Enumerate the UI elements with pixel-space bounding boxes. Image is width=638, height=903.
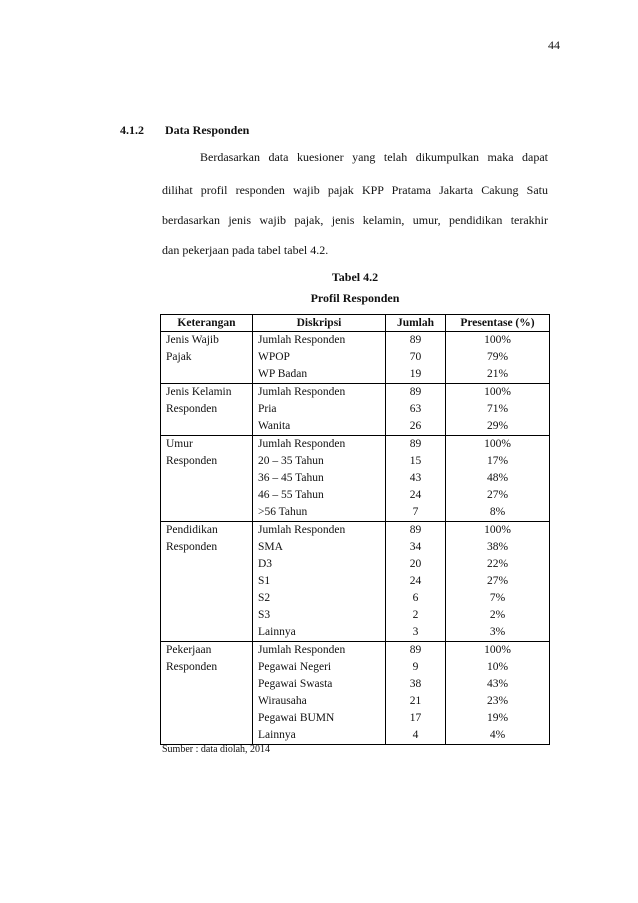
percentage-value: 19% [486, 712, 509, 724]
count-value: 24 [409, 489, 422, 501]
percentage-value: 100% [484, 438, 511, 450]
count-value: 6 [412, 592, 419, 604]
count-cell [386, 384, 446, 436]
table-row [161, 436, 550, 522]
header-jumlah: Jumlah [386, 315, 446, 332]
count-value: 70 [409, 351, 422, 363]
table-row [161, 642, 550, 745]
count-value: 9 [412, 661, 419, 673]
percentage-value: 22% [486, 558, 509, 570]
table-body [161, 332, 550, 745]
description-value: S3 [258, 609, 271, 621]
count-cell [386, 522, 446, 642]
count-cell [386, 642, 446, 745]
percentage-value: 17% [486, 455, 509, 467]
percentage-cell [446, 642, 550, 745]
table-source-note: Sumber : data diolah, 2014 [162, 744, 271, 755]
percentage-value: 4% [489, 729, 506, 741]
count-value: 34 [409, 541, 422, 553]
group-label-line: Responden [166, 541, 218, 553]
description-value: Wirausaha [258, 695, 307, 707]
description-value: >56 Tahun [258, 506, 308, 518]
count-value: 89 [409, 386, 422, 398]
count-value: 3 [412, 626, 419, 638]
profile-table [160, 314, 550, 745]
paragraph-line-4: dan pekerjaan pada tabel tabel 4.2. [162, 243, 329, 257]
description-value: Jumlah Responden [258, 438, 346, 450]
table-row [161, 384, 550, 436]
percentage-value: 100% [484, 334, 511, 346]
paragraph-line-3: berdasarkan jenis wajib pajak, jenis kelamin, umur, pendidikan terakhir [162, 213, 548, 227]
count-cell [386, 332, 446, 384]
count-value: 17 [409, 712, 422, 724]
percentage-value: 48% [486, 472, 509, 484]
header-diskripsi: Diskripsi [253, 315, 386, 332]
header-presentase: Presentase (%) [446, 315, 550, 332]
percentage-value: 2% [489, 609, 506, 621]
description-cell [253, 522, 386, 642]
count-value: 24 [409, 575, 422, 587]
percentage-value: 43% [486, 678, 509, 690]
count-value: 89 [409, 524, 422, 536]
group-label-line: Responden [166, 455, 218, 467]
description-value: 46 – 55 Tahun [258, 489, 324, 501]
description-value: WP Badan [258, 368, 308, 380]
description-value: D3 [258, 558, 273, 570]
percentage-value: 8% [489, 506, 506, 518]
percentage-cell [446, 522, 550, 642]
count-value: 89 [409, 334, 422, 346]
description-cell [253, 384, 386, 436]
section-number: 4.1.2 [120, 123, 144, 137]
table-row [161, 332, 550, 384]
count-value: 21 [409, 695, 422, 707]
description-value: Pegawai Negeri [258, 661, 332, 673]
description-value: S1 [258, 575, 271, 587]
percentage-value: 3% [489, 626, 506, 638]
description-value: Jumlah Responden [258, 524, 346, 536]
count-value: 89 [409, 644, 422, 656]
page-number: 44 [548, 38, 560, 52]
count-value: 26 [409, 420, 422, 432]
count-value: 4 [412, 729, 419, 741]
percentage-value: 10% [486, 661, 509, 673]
description-value: SMA [258, 541, 283, 553]
description-value: Pegawai BUMN [258, 712, 335, 724]
description-value: Wanita [258, 420, 291, 432]
description-value: Lainnya [258, 729, 296, 741]
percentage-value: 7% [489, 592, 506, 604]
description-value: Jumlah Responden [258, 644, 346, 656]
count-value: 20 [409, 558, 422, 570]
description-cell [253, 642, 386, 745]
percentage-value: 21% [486, 368, 509, 380]
paragraph-line-1: Berdasarkan data kuesioner yang telah dikumpulkan maka dapat [200, 150, 548, 164]
percentage-value: 100% [484, 644, 511, 656]
group-label-line: Pendidikan [166, 524, 218, 536]
description-value: S2 [258, 592, 271, 604]
count-value: 7 [412, 506, 419, 518]
percentage-value: 27% [486, 489, 509, 501]
count-value: 19 [409, 368, 422, 380]
group-label-line: Responden [166, 403, 218, 415]
percentage-value: 71% [486, 403, 509, 415]
percentage-cell [446, 384, 550, 436]
percentage-value: 23% [486, 695, 509, 707]
percentage-value: 38% [486, 541, 509, 553]
description-cell [253, 332, 386, 384]
description-cell [253, 436, 386, 522]
description-value: Jumlah Responden [258, 334, 346, 346]
description-value: Pria [258, 403, 277, 415]
percentage-cell [446, 436, 550, 522]
count-cell [386, 436, 446, 522]
group-label-cell [161, 522, 253, 642]
count-value: 2 [412, 609, 419, 621]
percentage-value: 27% [486, 575, 509, 587]
group-label-line: Pekerjaan [166, 644, 212, 656]
group-label-line: Jenis Wajib [166, 334, 219, 346]
group-label-cell [161, 436, 253, 522]
description-value: WPOP [258, 351, 290, 363]
paragraph-line-2: dilihat profil responden wajib pajak KPP Pratama Jakarta Cakung Satu [162, 183, 548, 197]
percentage-value: 100% [484, 524, 511, 536]
table-header-row [161, 315, 550, 332]
count-value: 38 [409, 678, 422, 690]
percentage-value: 79% [486, 351, 509, 363]
group-label-line: Jenis Kelamin [166, 386, 232, 398]
group-label-cell [161, 384, 253, 436]
description-value: 36 – 45 Tahun [258, 472, 324, 484]
group-label-line: Responden [166, 661, 218, 673]
group-label-line: Pajak [166, 351, 192, 363]
count-value: 43 [409, 472, 422, 484]
description-value: Pegawai Swasta [258, 678, 333, 690]
group-label-cell [161, 332, 253, 384]
table-title: Tabel 4.2 [331, 270, 379, 284]
description-value: Lainnya [258, 626, 296, 638]
percentage-value: 29% [486, 420, 509, 432]
description-value: 20 – 35 Tahun [258, 455, 324, 467]
count-value: 63 [409, 403, 422, 415]
percentage-value: 100% [484, 386, 511, 398]
percentage-cell [446, 332, 550, 384]
section-title: Data Responden [165, 123, 250, 137]
description-value: Jumlah Responden [258, 386, 346, 398]
table-row [161, 522, 550, 642]
count-value: 15 [409, 455, 422, 467]
section-heading [120, 123, 249, 138]
group-label-line: Umur [166, 438, 193, 450]
table-subtitle: Profil Responden [310, 291, 400, 305]
header-keterangan: Keterangan [161, 315, 253, 332]
group-label-cell [161, 642, 253, 745]
count-value: 89 [409, 438, 422, 450]
